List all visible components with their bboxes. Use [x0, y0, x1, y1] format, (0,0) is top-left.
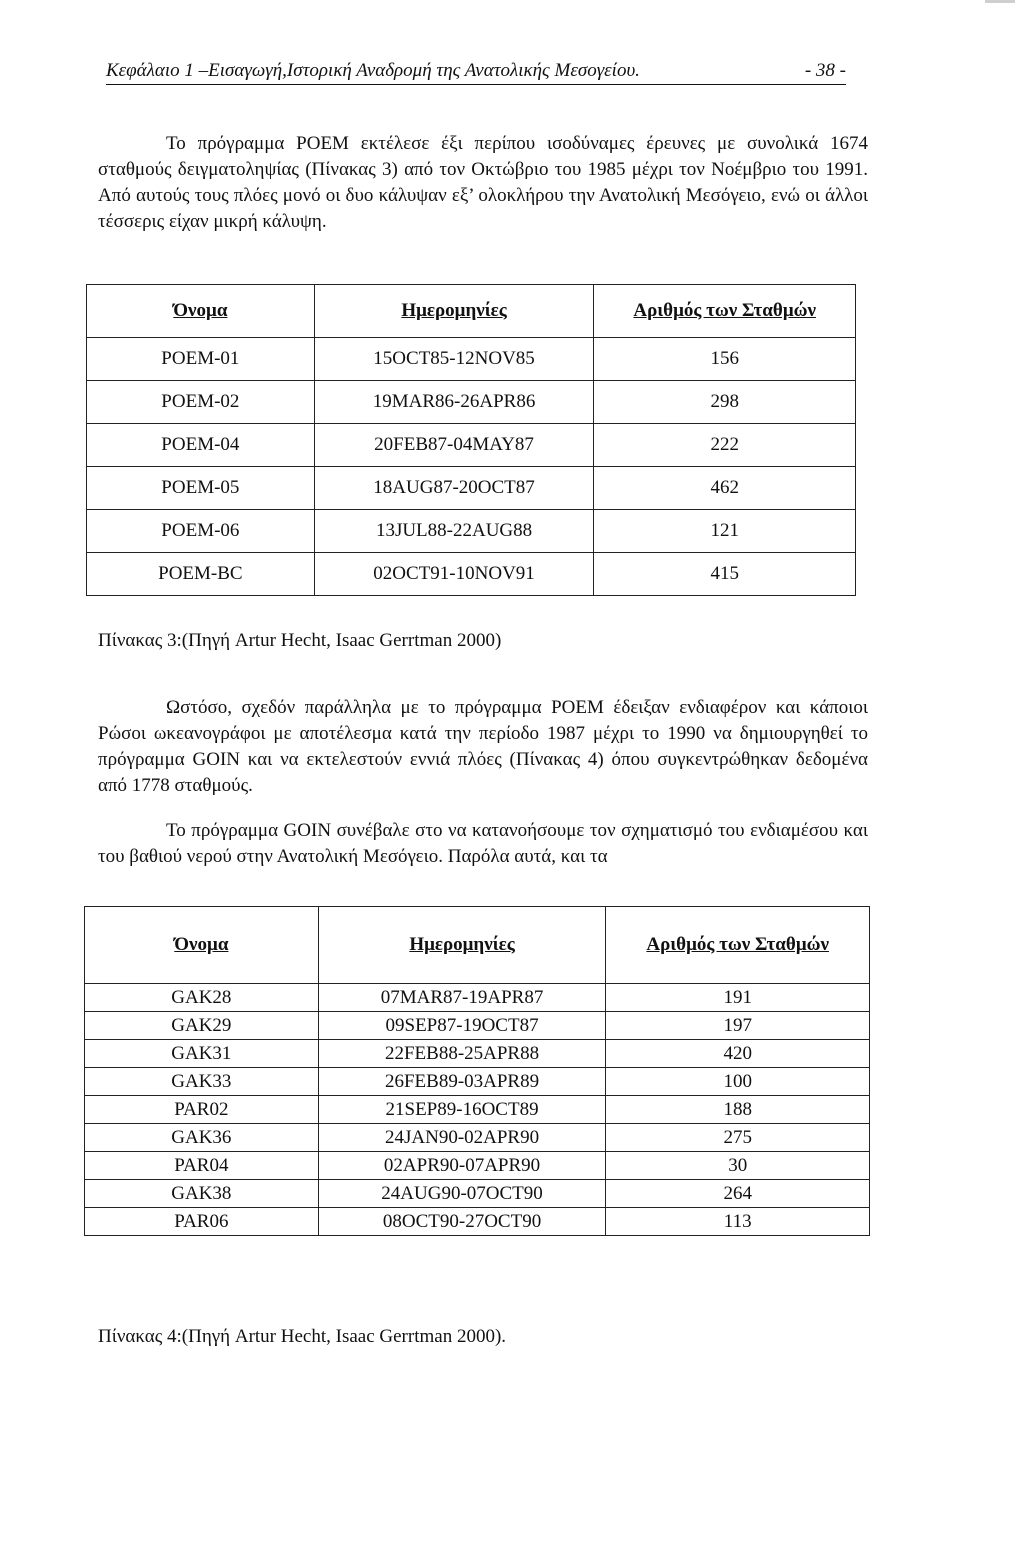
- cell-stations: 100: [606, 1068, 870, 1096]
- cell-dates: 02OCT91-10NOV91: [314, 553, 594, 596]
- table-row: [85, 1152, 870, 1180]
- cell-stations: 113: [606, 1208, 870, 1236]
- table-row: [87, 467, 856, 510]
- table-row: [87, 553, 856, 596]
- cell-dates: 02APR90-07APR90: [318, 1152, 606, 1180]
- column-header-stations: Αριθμός των Σταθμών: [606, 907, 870, 984]
- cell-stations: 264: [606, 1180, 870, 1208]
- cell-stations: 197: [606, 1012, 870, 1040]
- table-3-caption: Πίνακας 3:(Πηγή Artur Hecht, Isaac Gerrtman 2000): [98, 630, 502, 651]
- cell-stations: 30: [606, 1152, 870, 1180]
- cell-dates: 09SEP87-19OCT87: [318, 1012, 606, 1040]
- column-header-name: Όνομα: [87, 285, 315, 338]
- cell-dates: 20FEB87-04MAY87: [314, 424, 594, 467]
- cell-stations: 156: [594, 338, 856, 381]
- cell-stations: 298: [594, 381, 856, 424]
- cell-dates: 22FEB88-25APR88: [318, 1040, 606, 1068]
- cell-name: GAK33: [85, 1068, 319, 1096]
- chapter-title: Κεφάλαιο 1 –Εισαγωγή,Ιστορική Αναδρομή της Ανατολικής Μεσογείου.: [106, 60, 640, 81]
- cell-name: PAR04: [85, 1152, 319, 1180]
- cell-name: GAK28: [85, 984, 319, 1012]
- table-row: [85, 1208, 870, 1236]
- page-header: [106, 60, 846, 85]
- cell-name: POEM-04: [87, 424, 315, 467]
- cell-name: POEM-06: [87, 510, 315, 553]
- cell-name: GAK36: [85, 1124, 319, 1152]
- cell-name: PAR02: [85, 1096, 319, 1124]
- cell-dates: 13JUL88-22AUG88: [314, 510, 594, 553]
- paragraph-poem-intro: Το πρόγραμμα POEM εκτέλεσε έξι περίπου ισοδύναμες έρευνες με συνολικά 1674 σταθμούς δειγματοληψίας (Πίνακας 3) από τον Οκτώβριο του 1985 μέχρι τον Νοέμβριο του 1991. Από αυτούς τους πλόες μονό οι δυο κάλυψαν εξ’ ολοκλήρου την Ανατολική Μεσόγειο, ενώ οι άλλοι τέσσερις είχαν μικρή κάλυψη.: [98, 133, 868, 232]
- page-number: - 38 -: [804, 60, 846, 81]
- cell-name: PAR06: [85, 1208, 319, 1236]
- cell-stations: 191: [606, 984, 870, 1012]
- table-row: [87, 338, 856, 381]
- table-row: [85, 1012, 870, 1040]
- table-row: [85, 1124, 870, 1152]
- table-4-caption: Πίνακας 4:(Πηγή Artur Hecht, Isaac Gerrtman 2000).: [98, 1326, 507, 1347]
- cell-name: POEM-02: [87, 381, 315, 424]
- cell-stations: 462: [594, 467, 856, 510]
- cell-name: GAK29: [85, 1012, 319, 1040]
- column-header-dates: Ημερομηνίες: [318, 907, 606, 984]
- cell-stations: 121: [594, 510, 856, 553]
- cell-dates: 21SEP89-16OCT89: [318, 1096, 606, 1124]
- table-row: [85, 1180, 870, 1208]
- cell-stations: 188: [606, 1096, 870, 1124]
- cell-dates: 24JAN90-02APR90: [318, 1124, 606, 1152]
- cell-name: POEM-BC: [87, 553, 315, 596]
- cell-stations: 275: [606, 1124, 870, 1152]
- table-header-row: [87, 285, 856, 338]
- cell-dates: 15OCT85-12NOV85: [314, 338, 594, 381]
- cell-name: POEM-01: [87, 338, 315, 381]
- column-header-dates: Ημερομηνίες: [314, 285, 594, 338]
- paragraph-goin-contribution: Το πρόγραμμα GOIN συνέβαλε στο να κατανοήσουμε τον σχηματισμό του ενδιαμέσου και του βαθιού νερού στην Ανατολική Μεσόγειο. Παρόλα αυτά, και τα: [98, 820, 868, 867]
- table-row: [85, 1096, 870, 1124]
- cell-name: GAK31: [85, 1040, 319, 1068]
- cell-stations: 420: [606, 1040, 870, 1068]
- table-row: [85, 1040, 870, 1068]
- column-header-name: Όνομα: [85, 907, 319, 984]
- cell-dates: 07MAR87-19APR87: [318, 984, 606, 1012]
- table-goin-cruises: [84, 906, 870, 1236]
- cell-stations: 415: [594, 553, 856, 596]
- cell-dates: 26FEB89-03APR89: [318, 1068, 606, 1096]
- table-row: [87, 510, 856, 553]
- cell-dates: 18AUG87-20OCT87: [314, 467, 594, 510]
- cell-name: GAK38: [85, 1180, 319, 1208]
- cell-name: POEM-05: [87, 467, 315, 510]
- scan-edge-mark: [985, 0, 1015, 3]
- paragraph-goin-intro: Ωστόσο, σχεδόν παράλληλα με το πρόγραμμα POEM έδειξαν ενδιαφέρον και κάποιοι Ρώσοι ωκεανογράφοι με αποτέλεσμα κατά την περίοδο 1987 μέχρι το 1990 να δημιουργηθεί το πρόγραμμα GOIN και να εκτελεστούν εννιά πλόες (Πίνακας 4) όπου συγκεντρώθηκαν δεδομένα από 1778 σταθμούς.: [98, 697, 868, 796]
- table-poem-cruises: [86, 284, 856, 596]
- cell-dates: 24AUG90-07OCT90: [318, 1180, 606, 1208]
- cell-dates: 08OCT90-27OCT90: [318, 1208, 606, 1236]
- column-header-stations: Αριθμός των Σταθμών: [594, 285, 856, 338]
- table-row: [87, 381, 856, 424]
- table-row: [85, 984, 870, 1012]
- cell-dates: 19MAR86-26APR86: [314, 381, 594, 424]
- table-row: [87, 424, 856, 467]
- cell-stations: 222: [594, 424, 856, 467]
- table-header-row: [85, 907, 870, 984]
- table-row: [85, 1068, 870, 1096]
